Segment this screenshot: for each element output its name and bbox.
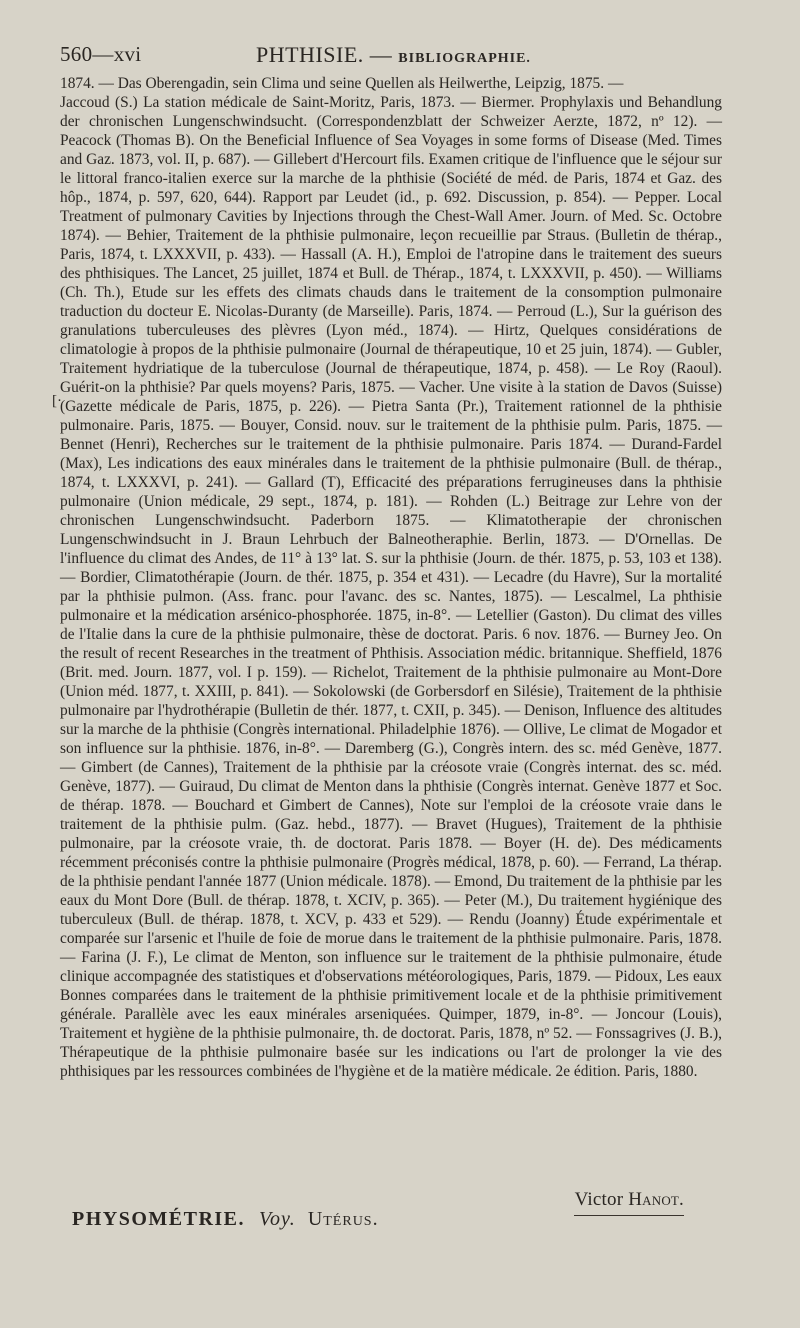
bibliography-body: Jaccoud (S.) La station médicale de Saint-Moritz, Paris, 1873. — Biermer. Prophylaxis und Behandlung der chronischen Lungenschwindsucht. (Correspondenzblatt der Schweizer Aerzte, 1872, nº 12). — Peacock (Thomas B). On the Beneficial Influence of Sea Voyages in some forms of Disease (Med. Times and Gaz. 1873, vol. II, p. 687). — Gillebert d'Hercourt fils. Examen critique de l'influence que le séjour sur le littoral franco-italien exerce sur la marche de la phthisie (Société de méd. de Paris, 1874 et Gaz. des hôp., 1874, p. 597, 620, 644). Rapport par Leudet (id., p. 692. Discussion, p. 854). — Pepper. Local Treatment of pulmonary Cavities by Injections through the Chest-Wall Amer. Journ. of Med. Sc. Octobre 1874). — Behier, Traitement de la phthisie pulmonaire, leçon recueillie par Straus. (Bulletin de thérap., Paris, 1874, t. LXXXVII, p. 433). — Hassall (A. H.), Emploi de l'atropine dans le traitement des sueurs des phthisiques. The Lancet, 25 juillet, 1874 et Bull. de Thérap., 1874, t. LXXXVII, p. 450). — Williams (Ch. Th.), Etude sur les effets des climats chauds dans le traitement de la consomption pulmonaire traduction du docteur E. Nicolas-Duranty (de Marseille). Paris, 1874. — Perroud (L.), Sur la guérison des granulations tuberculeuses des plèvres (Lyon méd., 1874). — Hirtz, Quelques considérations de climatologie à propos de la phthisie pulmonaire (Journal de thérapeutique, 10 et 25 juin, 1874). — Gubler, Traitement hydriatique de la tuberculose (Journal de thérapeutique, 1874, p. 458). — Le Roy (Raoul). Guérit-on la phthisie? Par quels moyens? Paris, 1875. — Vacher. Une visite à la station de Davos (Suisse) (Gazette médicale de Paris, 1875, p. 226). — Pietra Santa (Pr.), Traitement rationnel de la phthisie pulmonaire. Paris, 1875. — Bouyer, Consid. nouv. sur le traitement de la phthisie pulm. Paris, 1875. — Bennet (Henri), Recherches sur le traitement de la phthisie pulmonaire. Paris 1874. — Durand-Fardel (Max), Les indications des eaux minérales dans le traitement de la phthisie pulmonaire (Bull. de thérap., 1874, t. LXXXVI, p. 241). — Gallard (T), Efficacité des préparations ferrugineuses dans la phthisie pulmonaire (Union médicale, 29 sept., 1874, p. 181). — Rohden (L.) Beitrage zur Lehre von der chronischen Lungenschwindsucht. Paderborn 1875. — Klimatotherapie der chronischen Lungenschwindsucht in J. Braun Lehrbuch der Balneotheraphie. Berlin, 1873. — D'Ornellas. De l'influence du climat des Andes, de 11° à 13° lat. S. sur la phthisie (Journ. de thér. 1875, p. 53, 103 et 138). — Bordier, Climatothérapie (Journ. de thér. 1875, p. 354 et 431). — Lecadre (du Havre), Sur la mortalité par la phthisie pulmon. (Ass. franc. pour l'avanc. des sc. Nantes, 1875). — Lescalmel, La phthisie pulmonaire et la médication arsénico-phosphorée. 1875, in-8°. — Letellier (Gaston). Du climat des villes de l'Italie dans la cure de la phthisie pulmonaire, thèse de doctorat. Paris. 6 nov. 1876. — Burney Jeo. On the result of recent Researches in the treatment of Phthisis. Association médic. britannique. Sheffield, 1876 (Brit. med. Journ. 1877, vol. I p. 159). — Richelot, Traitement de la phthisie pulmonaire au Mont-Dore (Union méd. 1877, t. XXIII, p. 841). — Sokolowski (de Gorbersdorf en Silésie), Traitement de la phthisie pulmonaire par l'hydrothérapie (Bulletin de thér. 1877, t. CXII, p. 345). — Denison, Influence des altitudes sur la marche de la phthisie (Congrès international. Philadelphie 1876). — Ollive, Le climat de Mogador et son influence sur la phthisie. 1876, in-8°. — Daremberg (G.), Congrès intern. des sc. méd Genève, 1877. — Gimbert (de Cannes), Traitement de la phthisie par la créosote vraie (Congrès internat. des sc. méd. Genève, 1877). — Guiraud, Du climat de Menton dans la phthisie (Congrès internat. Genève 1877 et Soc. de thérap. 1878. — Bouchard et Gimbert de Cannes), Note sur l'emploi de la créosote vraie dans le traitement de la phthisie pulm. (Gaz. hebd., 1877). — Bravet (Hugues), Traitement de la phthisie pulmonaire, par la créosote vraie, th. de doctorat. Paris 1878. — Boyer (H. de). Des médicaments récemment préconisés contre la phthisie pulmonaire (Progrès médical, 1878, p. 60). — Ferrand, La thérap. de la phthisie pendant l'année 1877 (Union médicale. 1878). — Emond, Du traitement de la phthisie par les eaux du Mont Dore (Bull. de thérap. 1878, t. XCIV, p. 365). — Peter (M.), Du traitement hygiénique des tuberculeux (Bull. de thérap. 1878, t. XCV, p. 433 et 529). — Rendu (Joanny) Étude expérimentale et comparée sur l'arsenic et l'huile de foie de morue dans le traitement de la phthisie pulmonaire. Paris, 1878. — Farina (J. F.), Le climat de Menton, son influence sur le traitement de la phthisie pulmonaire, étude clinique accompagnée des statistiques et d'observations météorologiques, Paris, 1879. — Pidoux, Les eaux Bonnes comparées dans le traitement de la phthisie primitivement locale et de la phthisie primitivement générale. Parallèle avec les eaux minérales arseniquées. Quimper, 1879, in-8°. — Joncour (Louis), Traitement et hygiène de la phthisie pulmonaire, th. de doctorat. Paris, 1878, nº 52. — Fonssagrives (J. B.), Thérapeutique de la phthisie pulmonaire basée sur les indications ou l'art de prolonger la vie des phthisiques par les ressources combinées de l'hygiène et de la matière médicale. 2e édition. Paris, 1880. bbox=[60, 94, 722, 1080]
author-signature bbox=[575, 1189, 684, 1211]
running-header bbox=[60, 40, 722, 74]
signature-rule bbox=[574, 1215, 684, 1216]
signature-last-name: Hanot. bbox=[628, 1189, 684, 1210]
see-also-voy: Voy. bbox=[259, 1208, 296, 1230]
running-title bbox=[256, 42, 531, 68]
see-also-heading: PHYSOMÉTRIE. bbox=[72, 1208, 246, 1230]
running-title-sub: BIBLIOGRAPHIE. bbox=[398, 51, 531, 66]
see-also-target[interactable]: Utérus. bbox=[307, 1208, 379, 1230]
page-number: 560—xvi bbox=[60, 42, 142, 66]
running-title-main: PHTHISIE. — bbox=[256, 42, 393, 67]
bibliography-line-first: 1874. — Das Oberengadin, sein Clima und seine Quellen als Heilwerthe, Leipzig, 1875. — bbox=[60, 75, 624, 92]
bibliography-text bbox=[60, 74, 722, 1081]
see-also-entry bbox=[72, 1208, 379, 1231]
signature-first-name: Victor bbox=[574, 1189, 624, 1210]
margin-mark: [· bbox=[52, 393, 62, 409]
